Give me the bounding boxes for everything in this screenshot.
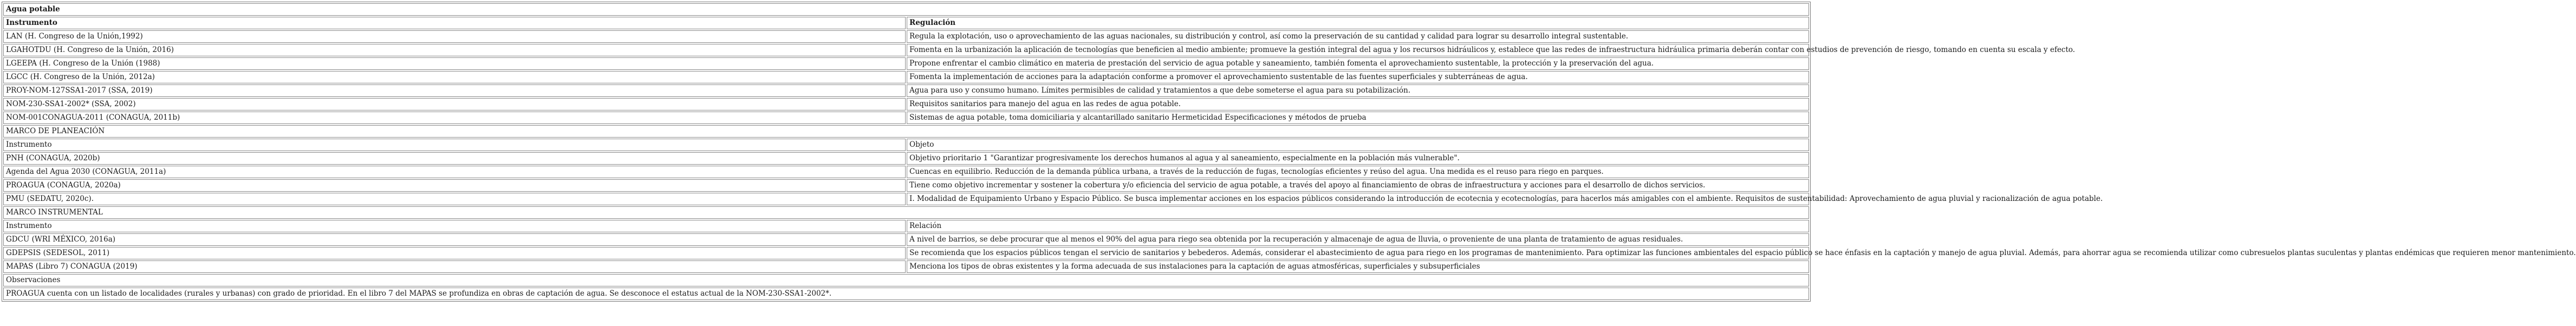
cell-instrumento: LGEEPA (H. Congreso de la Unión (1988) (3, 57, 906, 70)
cell-relacion: Se recomienda que los espacios públicos tengan el servicio de sanitarios y bebederos. Además, considerar el abastecimiento de agua para riego en los programas de mantenimiento. Para optimizar las funciones ambientales del espacio público se hace énfasis en la captación y manejo de agua pluvial. Además, para ahorrar agua se recomienda utilizar como cubresuelos plantas suculentas y plantas endémicas que requieren menor mantenimiento. (907, 247, 1809, 259)
header-objeto: Objeto (907, 139, 1809, 151)
section-row-instrumental (3, 206, 1809, 219)
observaciones-title: Observaciones (3, 274, 1809, 286)
cell-objeto: Objetivo prioritario 1 "Garantizar progresivamente los derechos humanos al agua y al saneamiento, especialmente en la población más vulnerable". (907, 152, 1809, 165)
table-body (3, 3, 2576, 300)
table-row (3, 57, 1809, 70)
cell-regulacion: Fomenta en la urbanización la aplicación de tecnologías que beneficien al medio ambiente; promueve la gestión integral del agua y los recursos hidráulicos y, establece que las redes de infraestructura hidráulica primaria deberán contar con estudios de prevención de riesgo, tomando en cuenta su escala y efecto. (907, 44, 1809, 56)
header-instrumento: Instrumento (3, 139, 906, 151)
table-row (3, 233, 1809, 246)
section-header-row-instrumental (3, 220, 1809, 232)
table-row (3, 98, 1809, 110)
table-row (3, 260, 1809, 273)
cell-objeto: Tiene como objetivo incrementar y sostener la cobertura y/o eficiencia del servicio de agua potable, a través del apoyo al financiamiento de obras de infraestructura y acciones para el desarrollo de dichos servicios. (907, 179, 1809, 192)
cell-instrumento: LGAHOTDU (H. Congreso de la Unión, 2016) (3, 44, 906, 56)
table-row (3, 112, 1809, 124)
cell-instrumento: NOM-230-SSA1-2002* (SSA, 2002) (3, 98, 906, 110)
cell-regulacion: Regula la explotación, uso o aprovechamiento de las aguas nacionales, su distribución y control, así como la preservación de su cantidad y calidad para lograr su desarrollo integral sustentable. (907, 30, 1809, 43)
cell-instrumento: LAN (H. Congreso de la Unión,1992) (3, 30, 906, 43)
table-title-row (3, 3, 1809, 16)
cell-instrumento: MAPAS (Libro 7) CONAGUA (2019) (3, 260, 906, 273)
cell-instrumento: Agenda del Agua 2030 (CONAGUA, 2011a) (3, 166, 906, 178)
cell-instrumento: LGCC (H. Congreso de la Unión, 2012a) (3, 71, 906, 83)
cell-instrumento: PMU (SEDATU, 2020c). (3, 193, 906, 205)
cell-relacion: A nivel de barrios, se debe procurar que al menos el 90% del agua para riego sea obtenida por la recuperación y almacenaje de agua de lluvia, o proveniente de una planta de tratamiento de aguas residuales. (907, 233, 1809, 246)
table-title: Agua potable (3, 3, 1809, 16)
cell-relacion: Menciona los tipos de obras existentes y la forma adecuada de sus instalaciones para la captación de aguas atmosféricas, superficiales y subsuperficiales (907, 260, 1809, 273)
section-title-instrumental: MARCO INSTRUMENTAL (3, 206, 1809, 219)
section-title-planeacion: MARCO DE PLANEACIÓN (3, 125, 1809, 138)
observaciones-text: PROAGUA cuenta con un listado de localidades (rurales y urbanas) con grado de prioridad. En el libro 7 del MAPAS se profundiza en obras de captación de agua. Se desconoce el estatus actual de la NOM-230-SSA1-2002*. (3, 288, 1809, 300)
cell-instrumento: GDEPSIS (SEDESOL, 2011) (3, 247, 906, 259)
observaciones-title-row (3, 274, 1809, 286)
table-row (3, 193, 1809, 205)
cell-instrumento: PNH (CONAGUA, 2020b) (3, 152, 906, 165)
observaciones-text-row (3, 288, 1809, 300)
table-row (3, 84, 1809, 97)
cell-objeto: I. Modalidad de Equipamiento Urbano y Espacio Público. Se busca implementar acciones en los espacios públicos considerando la introducción de ecotecnia y ecotecnologías, para hacerlos más amigables con el ambiente. Requisitos de sustentabilidad: Aprovechamiento de agua pluvial y racionalización de agua potable. (907, 193, 1809, 205)
cell-instrumento: GDCU (WRI MÉXICO, 2016a) (3, 233, 906, 246)
cell-regulacion: Propone enfrentar el cambio climático en materia de prestación del servicio de agua potable y saneamiento, también fomenta el aprovechamiento sustentable, la protección y la preservación del agua. (907, 57, 1809, 70)
table-row (3, 44, 1809, 56)
table-row (3, 71, 1809, 83)
table-row (3, 30, 1809, 43)
header-instrumento: Instrumento (3, 17, 906, 29)
section-row-planeacion (3, 125, 1809, 138)
cell-instrumento: PROAGUA (CONAGUA, 2020a) (3, 179, 906, 192)
header-regulacion: Regulación (907, 17, 1809, 29)
cell-instrumento: PROY-NOM-127SSA1-2017 (SSA, 2019) (3, 84, 906, 97)
header-instrumento: Instrumento (3, 220, 906, 232)
cell-objeto: Cuencas en equilibrio. Reducción de la demanda pública urbana, a través de la reducción de fugas, tecnologías eficientes y reúso del agua. Una medida es el reuso para riego en parques. (907, 166, 1809, 178)
table-row (3, 166, 1809, 178)
table-row (3, 152, 1809, 165)
table-row (3, 247, 1809, 259)
cell-regulacion: Agua para uso y consumo humano. Límites permisibles de calidad y tratamientos a que debe someterse el agua para su potabilización. (907, 84, 1809, 97)
agua-potable-table (2, 2, 2576, 302)
document-page (2, 2, 2576, 302)
header-relacion: Relación (907, 220, 1809, 232)
cell-regulacion: Sistemas de agua potable, toma domiciliaria y alcantarillado sanitario Hermeticidad Especificaciones y métodos de prueba (907, 112, 1809, 124)
table-header-row (3, 17, 1809, 29)
cell-regulacion: Requisitos sanitarios para manejo del agua en las redes de agua potable. (907, 98, 1809, 110)
cell-regulacion: Fomenta la implementación de acciones para la adaptación conforme a promover el aprovechamiento sustentable de las fuentes superficiales y subterráneas de agua. (907, 71, 1809, 83)
cell-instrumento: NOM-001CONAGUA-2011 (CONAGUA, 2011b) (3, 112, 906, 124)
table-row (3, 179, 1809, 192)
section-header-row-planeacion (3, 139, 1809, 151)
